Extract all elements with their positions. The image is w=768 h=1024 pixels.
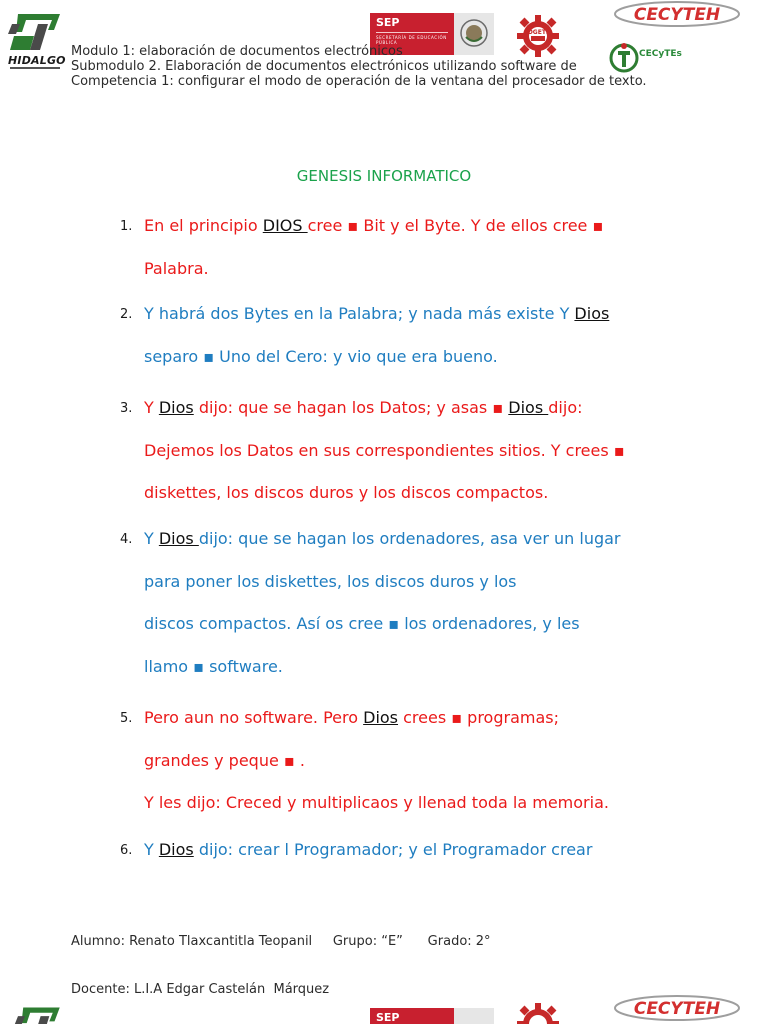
list-item-text: Palabra.: [144, 258, 209, 278]
list-item-line: [144, 216, 603, 235]
hidalgo-emblem-icon: [10, 1004, 66, 1024]
list-item-number: 3.: [120, 401, 133, 416]
list-item-number: 4.: [120, 532, 133, 547]
dios-underlined-text: Dios: [574, 304, 610, 323]
cecyteh-logo-text: CECYTEH: [633, 5, 721, 25]
list-item-text: crees ▪ programas;: [398, 708, 559, 727]
list-item-number: 1.: [120, 219, 133, 234]
list-item-text: llamo ▪ software.: [144, 656, 283, 676]
dios-underlined-text: Dios: [158, 529, 199, 548]
list-item-line: [144, 529, 621, 548]
dgeti-logo-text: DGETI: [527, 29, 549, 36]
list-item-line: [144, 441, 625, 460]
list-item-text: Pero aun no software. Pero: [144, 708, 364, 727]
dgeti-logo-next-page: [516, 1002, 560, 1024]
dios-underlined-text: Dios: [158, 398, 194, 417]
list-item-text: dijo: que se hagan los ordenadores, asa ver un lugar: [198, 529, 621, 548]
list-item-line: [144, 657, 283, 676]
list-item-line: [144, 793, 609, 812]
list-item-text: grandes y peque ▪ .: [144, 750, 305, 770]
list-item-text: Y: [144, 398, 159, 417]
dios-underlined-text: Dios: [508, 398, 549, 417]
dios-underlined-text: Dios: [158, 840, 194, 859]
list-item-text: dijo: crear l Programador; y el Programador crear: [193, 840, 593, 859]
list-item-line: [144, 398, 583, 417]
list-item-text: Dejemos los Datos en sus correspondientes sitios. Y crees ▪: [144, 440, 625, 460]
list-item-text: discos compactos. Así os cree ▪ los ordenadores, y les: [144, 614, 580, 633]
footer-alumno-line: Alumno: Renato Tlaxcantitla Teopanil Grupo: “E” Grado: 2°: [71, 934, 491, 949]
footer-docente-line: Docente: L.I.A Edgar Castelán Márquez: [71, 982, 330, 997]
list-item-number: 6.: [120, 843, 133, 858]
list-item-line: [144, 840, 592, 859]
list-item-line: [144, 614, 580, 633]
sep-logo-text: SEP: [376, 16, 400, 29]
cecytes-logo-text: CECyTEs: [639, 49, 682, 59]
list-item-text: Y les dijo: Creced y multiplicaos y llenad toda la memoria.: [144, 793, 609, 812]
sep-logo-next-page: [370, 1008, 494, 1024]
list-item-text: Y: [144, 529, 159, 548]
cecyteh-logo-next-page: [612, 994, 742, 1024]
list-item-text: dijo: que se hagan los Datos; y asas ▪: [193, 398, 509, 417]
dios-underlined-text: DIOS: [262, 216, 308, 235]
cecyteh-logo-text: CECYTEH: [633, 999, 721, 1019]
list-item-text: dijo:: [548, 398, 583, 417]
list-item-line: [144, 259, 209, 278]
list-item-text: cree ▪ Bit y el Byte. Y de ellos cree ▪: [307, 216, 604, 235]
list-item-number: 2.: [120, 307, 133, 322]
list-item-text: para poner los diskettes, los discos duros y los: [144, 571, 517, 591]
document-title: GENESIS INFORMATICO: [296, 167, 472, 185]
list-item-number: 5.: [120, 711, 133, 726]
list-item-line: [144, 751, 305, 770]
hidalgo-logo-next-page: [10, 1004, 66, 1024]
document-footer: [71, 902, 491, 1024]
list-item-line: [144, 708, 559, 727]
list-item-text: Y: [144, 840, 159, 859]
header-competencia-line: Competencia 1: configurar el modo de operación de la ventana del procesador de texto.: [71, 74, 647, 89]
sep-logo-text: SEP: [376, 1011, 400, 1024]
dios-underlined-text: Dios: [363, 708, 399, 727]
list-item-text: separo ▪ Uno del Cero: y vio que era bueno.: [144, 346, 498, 366]
header-modulo-line: Modulo 1: elaboración de documentos electrónicos: [71, 44, 403, 59]
list-item-text: En el principio: [144, 216, 263, 235]
header-submodulo-line: Submodulo 2. Elaboración de documentos electrónicos utilizando software de: [71, 59, 577, 74]
dgeti-gear-icon: [516, 1002, 560, 1024]
list-item-text: diskettes, los discos duros y los discos compactos.: [144, 483, 549, 502]
list-item-line: [144, 572, 517, 591]
hidalgo-logo-text: HIDALGO: [8, 54, 66, 67]
list-item-line: [144, 304, 609, 323]
list-item-line: [144, 347, 498, 366]
list-item-line: [144, 483, 548, 502]
cecyteh-wordmark-icon: [612, 994, 742, 1022]
list-item-text: Y habrá dos Bytes en la Palabra; y nada más existe Y: [144, 304, 575, 323]
sep-logo-subtext: SECRETARÍA DE EDUCACIÓN PÚBLICA: [376, 35, 447, 45]
